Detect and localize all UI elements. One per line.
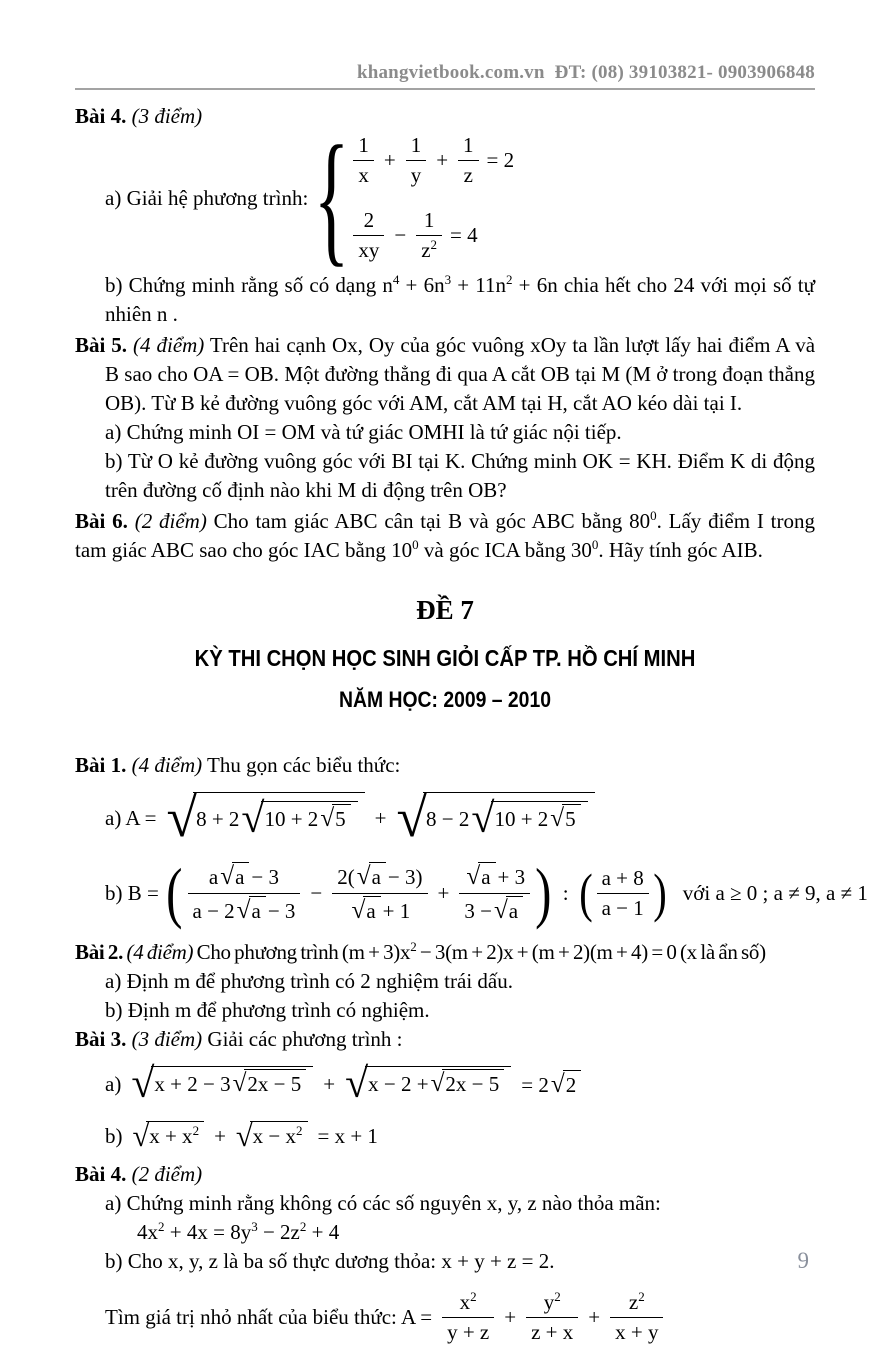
radical-sign: √ [430,1070,445,1098]
bai4b-min-row [105,1286,815,1348]
radical [236,1119,308,1154]
radical [220,862,249,891]
problem-text: Thu gọn các biểu thức: [207,753,401,778]
big-paren-close: ) [535,854,552,931]
operator: + [437,880,450,905]
radical [466,862,495,891]
bai1-item-b [105,854,868,931]
superscript: 0 [591,537,599,552]
numerator [610,1290,663,1318]
bai2-heading [75,938,815,967]
item-text: + 6n chia hết cho 24 với mọi số tự nhiên n . [105,273,815,326]
denominator [332,894,427,925]
bai1-item-a [105,786,815,850]
math-text: = 2 [521,1072,549,1097]
denominator: a − 1 [601,895,644,920]
operator: + [436,148,449,172]
denominator: x [358,163,369,187]
radicand: 2 [563,1070,582,1099]
bai6-paragraph [75,507,815,565]
numerator: 1 [416,208,442,236]
problem-text: Cho tam giác ABC cân tại B và góc ABC bằng 80 [206,509,651,533]
superscript: 2 [470,1288,477,1304]
bai3-item-a [105,1060,815,1108]
fraction [597,866,649,921]
item-text: b) Định m để phương trình có nghiệm. [105,998,430,1023]
points-label: (3 điểm) [131,104,203,128]
problem-text: . Hãy tính góc AIB. [598,538,763,562]
problem-number: Bài 3. [75,1027,127,1052]
superscript: 2 [430,237,438,252]
points-label: (2 điểm) [134,509,207,533]
exam-title: ĐỀ 7 [416,595,474,625]
exam-year: NĂM HỌC: 2009 – 2010 [339,687,551,713]
math-text: a − 2 [192,898,235,923]
superscript: 2 [299,1219,307,1235]
points-label: (3 điểm) [131,1027,203,1052]
radical-sign: √ [232,1070,247,1098]
fraction [188,862,301,925]
problem-number: Bài 6. [75,509,128,533]
math-text: − 3 [267,898,296,923]
bai4b-item-b [105,1247,815,1276]
points-label: (2 điểm) [131,1162,203,1187]
math-text: + 4 [306,1220,340,1245]
radical [352,896,381,925]
radicand [193,792,365,844]
math-text: + 4x = 8y [164,1220,252,1245]
math-text: 8 − 2 [426,807,470,832]
math-text: + 3 [497,864,526,889]
superscript: 2 [295,1122,303,1138]
superscript: 2 [638,1288,645,1304]
radical [320,804,350,833]
bai2-item-b [105,996,815,1025]
radical [131,1060,313,1108]
problem-number: Bài 4. [75,104,127,128]
equation-rhs: = x + 1 [317,1123,378,1148]
radical-sign: √ [241,796,265,843]
den-base: z [421,238,431,262]
system-brace: { [314,116,350,280]
radical-sign: √ [351,896,366,924]
superscript: 0 [412,537,419,552]
fraction [406,133,427,188]
denominator: x + y [615,1319,659,1344]
math-text: y [543,1289,555,1314]
bai4b-heading [75,1160,815,1189]
bai5-item-a [105,418,815,447]
radicand [365,1066,511,1099]
condition-text: với a ≥ 0 ; a ≠ 9, a ≠ 1 [682,880,868,905]
denominator: y + z [447,1319,490,1344]
radicand: a [506,896,523,925]
radicand: a [249,896,266,925]
radical [471,795,587,843]
radical-sign: √ [345,1061,369,1108]
math-text: 10 + 2 [494,807,549,832]
radicand [151,1066,313,1099]
numerator [442,1290,494,1318]
denominator [416,236,442,263]
fraction [332,862,427,925]
problem-number: Bài 2. [75,940,124,965]
radical [494,896,523,925]
item-text: Giải hệ phương trình: [126,185,309,210]
radicand [250,1121,308,1150]
denominator [459,894,530,925]
problem-text: và góc ICA bằng 30 [418,538,592,562]
numerator: 2 [353,208,384,236]
item-label: a) [105,1071,122,1096]
fraction [442,1290,494,1345]
equation-2 [351,208,514,263]
numerator: 1 [353,133,374,161]
points-label: (4 điểm) [133,333,205,357]
item-text: + 6n [399,273,445,297]
operator: + [588,1304,601,1329]
big-paren-open: ( [578,862,593,923]
equation-rhs: = 2 [486,148,515,172]
bai2-item-a [105,967,815,996]
numerator [188,862,301,894]
bai4-item-a [105,186,308,211]
radical [237,896,266,925]
problem-text: Trên hai cạnh Ox, Oy của góc vuông xOy ta lần lượt lấy hai điểm A và B sao cho OA = OB. Một đường thẳng đi qua A cắt OB tại M (M ở trong đoạn thẳng OB). Từ B kẻ đường vuông góc với AM, cắt AM tại H, cắt AO kéo dài tại I. [105,333,816,415]
superscript: 2 [506,272,513,287]
math-text: 3 − [464,898,492,923]
operator: − [310,880,323,905]
problem-text: Cho phương trình (m + 3)x [193,940,411,965]
math-text: − 3) [387,864,423,889]
problem-number: Bài 5. [75,333,128,357]
header-site-url: khangvietbook.com.vn [356,62,545,83]
operator: + [383,148,396,172]
radicand [261,801,357,834]
math-text: 2( [337,864,355,889]
problem-text: . Lấy điểm I trong tam giác ABC sao cho góc IAC bằng 10 [75,509,816,562]
item-text: a) Chứng minh rằng không có các số nguyên x, y, z nào thỏa mãn: [105,1191,661,1216]
item-text: a) Chứng minh OI = OM và tứ giác OMHI là tứ giác nội tiếp. [105,420,622,444]
math-text: − 2z [257,1220,300,1245]
radical-sign: √ [466,862,481,890]
radical-sign: √ [236,896,251,924]
math-text: + 1 [382,898,411,923]
operator: − [394,223,407,247]
math-text: x − x [252,1123,296,1148]
fraction [526,1290,578,1345]
math-text: x − 2 + [368,1072,429,1097]
exam-subtitle: KỲ THI CHỌN HỌC SINH GIỎI CẤP TP. HỒ CHÍ MINH [194,645,696,672]
fraction [610,1290,663,1345]
operator: : [562,880,569,905]
radical [551,1070,581,1099]
item-label: b) [105,1123,123,1148]
numerator [332,862,427,894]
header-phone: ĐT: (08) 39103821- 0903906848 [554,62,815,83]
math-text: z [628,1289,639,1314]
math-text: − 3 [251,864,279,889]
bai5-item-b [105,447,815,505]
problem-text: Giải các phương trình : [207,1027,403,1052]
equation-rhs [521,1070,583,1099]
bai5-paragraph [75,331,815,418]
superscript: 0 [650,508,657,523]
radical [345,1060,511,1108]
radicand: 2x − 5 [442,1069,504,1098]
radicand: 5 [332,804,351,833]
item-text: b) Từ O kẻ đường vuông góc với BI tại K. Chứng minh OK = KH. Điểm K di động trên đường cố định nào khi M di động trên OB? [105,449,815,502]
fraction [416,208,442,263]
numerator [526,1290,578,1318]
superscript: 2 [192,1122,200,1138]
math-text: x + x [149,1123,193,1148]
denominator: xy [358,238,380,262]
radicand: a [363,896,380,925]
radical [233,1069,307,1098]
item-text: b) Cho x, y, z là ba số thực dương thỏa: x + y + z = 2. [105,1249,555,1274]
item-text: a) Định m để phương trình có 2 nghiệm trái dấu. [105,969,513,994]
operator: + [214,1123,226,1148]
radical-sign: √ [131,1061,155,1108]
radical [431,1069,505,1098]
equations-column [351,133,514,263]
radicand: a [369,862,386,891]
page-number: 9 [797,1248,809,1273]
points-label: (4 điểm) [126,940,194,965]
problem-text: − 3(m + 2)x + (m + 2)(m + 4) = 0 (x là ẩn số) [416,940,766,965]
math-text: 4x [137,1220,158,1245]
math-text: 8 + 2 [196,807,240,832]
denominator [188,894,301,925]
superscript: 2 [554,1288,561,1304]
numerator [459,862,530,894]
radicand: 2x − 5 [244,1069,306,1098]
bai3-heading [75,1025,815,1054]
radical [133,1119,205,1154]
superscript: 2 [158,1219,165,1235]
radicand: 5 [562,804,581,833]
radicand: a [232,862,249,891]
problem-number: Bài 4. [75,1162,127,1187]
radical-sign: √ [220,862,235,890]
radical-sign: √ [356,862,371,890]
page-header [75,62,815,90]
denominator: z + x [531,1319,574,1344]
radical-sign: √ [550,805,565,833]
item-text: Tìm giá trị nhỏ nhất của biểu thức: A = [105,1304,433,1329]
superscript: 2 [410,939,417,955]
numerator: 1 [458,133,479,161]
equation-rhs: = 4 [450,223,478,247]
radical [550,804,580,833]
operator: + [374,805,387,830]
bai4b-equation [137,1218,815,1247]
fraction [459,862,530,925]
item-label: b) [105,273,123,297]
radical-sign: √ [471,796,495,843]
operator: + [504,1304,517,1329]
radical-sign: √ [132,1118,150,1153]
bai4-item-b [105,271,815,329]
equation-1 [351,133,514,188]
denominator: z [463,163,473,187]
numerator: 1 [406,133,427,161]
item-text: + 11n [451,273,506,297]
numerator: a + 8 [597,866,649,894]
fraction [353,208,384,263]
radicand [491,801,587,834]
radical-sign: √ [493,896,508,924]
math-text: x + 2 − 3 [154,1072,231,1097]
superscript: 3 [251,1219,258,1235]
big-paren-open: ( [166,854,183,931]
math-text: x [459,1289,471,1314]
bai4b-item-a [105,1189,815,1218]
fraction [458,133,479,188]
bai3-item-b [105,1114,815,1158]
math-text: a [208,864,219,889]
radical-sign: √ [396,787,428,850]
radical [241,795,357,843]
item-label: a) A = [105,805,157,830]
radical-sign: √ [320,805,335,833]
radicand [423,792,595,844]
item-text: Chứng minh rằng số có dạng n [122,273,393,297]
radical [396,786,594,850]
operator: + [323,1071,336,1096]
radical-sign: √ [235,1118,253,1153]
math-text: 10 + 2 [264,807,319,832]
radical-sign: √ [550,1070,565,1098]
fraction [353,133,374,188]
radical [357,862,386,891]
denominator: y [410,163,422,187]
radicand: a [478,862,495,891]
problem-number: Bài 1. [75,753,127,778]
superscript: 3 [444,272,452,287]
bai4-heading [75,102,815,131]
radical [167,786,365,850]
big-paren-close: ) [653,862,667,923]
bai1-heading [75,751,815,780]
radical-sign: √ [166,787,198,850]
points-label: (4 điểm) [131,753,203,778]
item-label: a) [105,185,122,210]
superscript: 4 [392,272,400,287]
item-label: b) B = [105,880,159,905]
radicand [146,1121,204,1150]
